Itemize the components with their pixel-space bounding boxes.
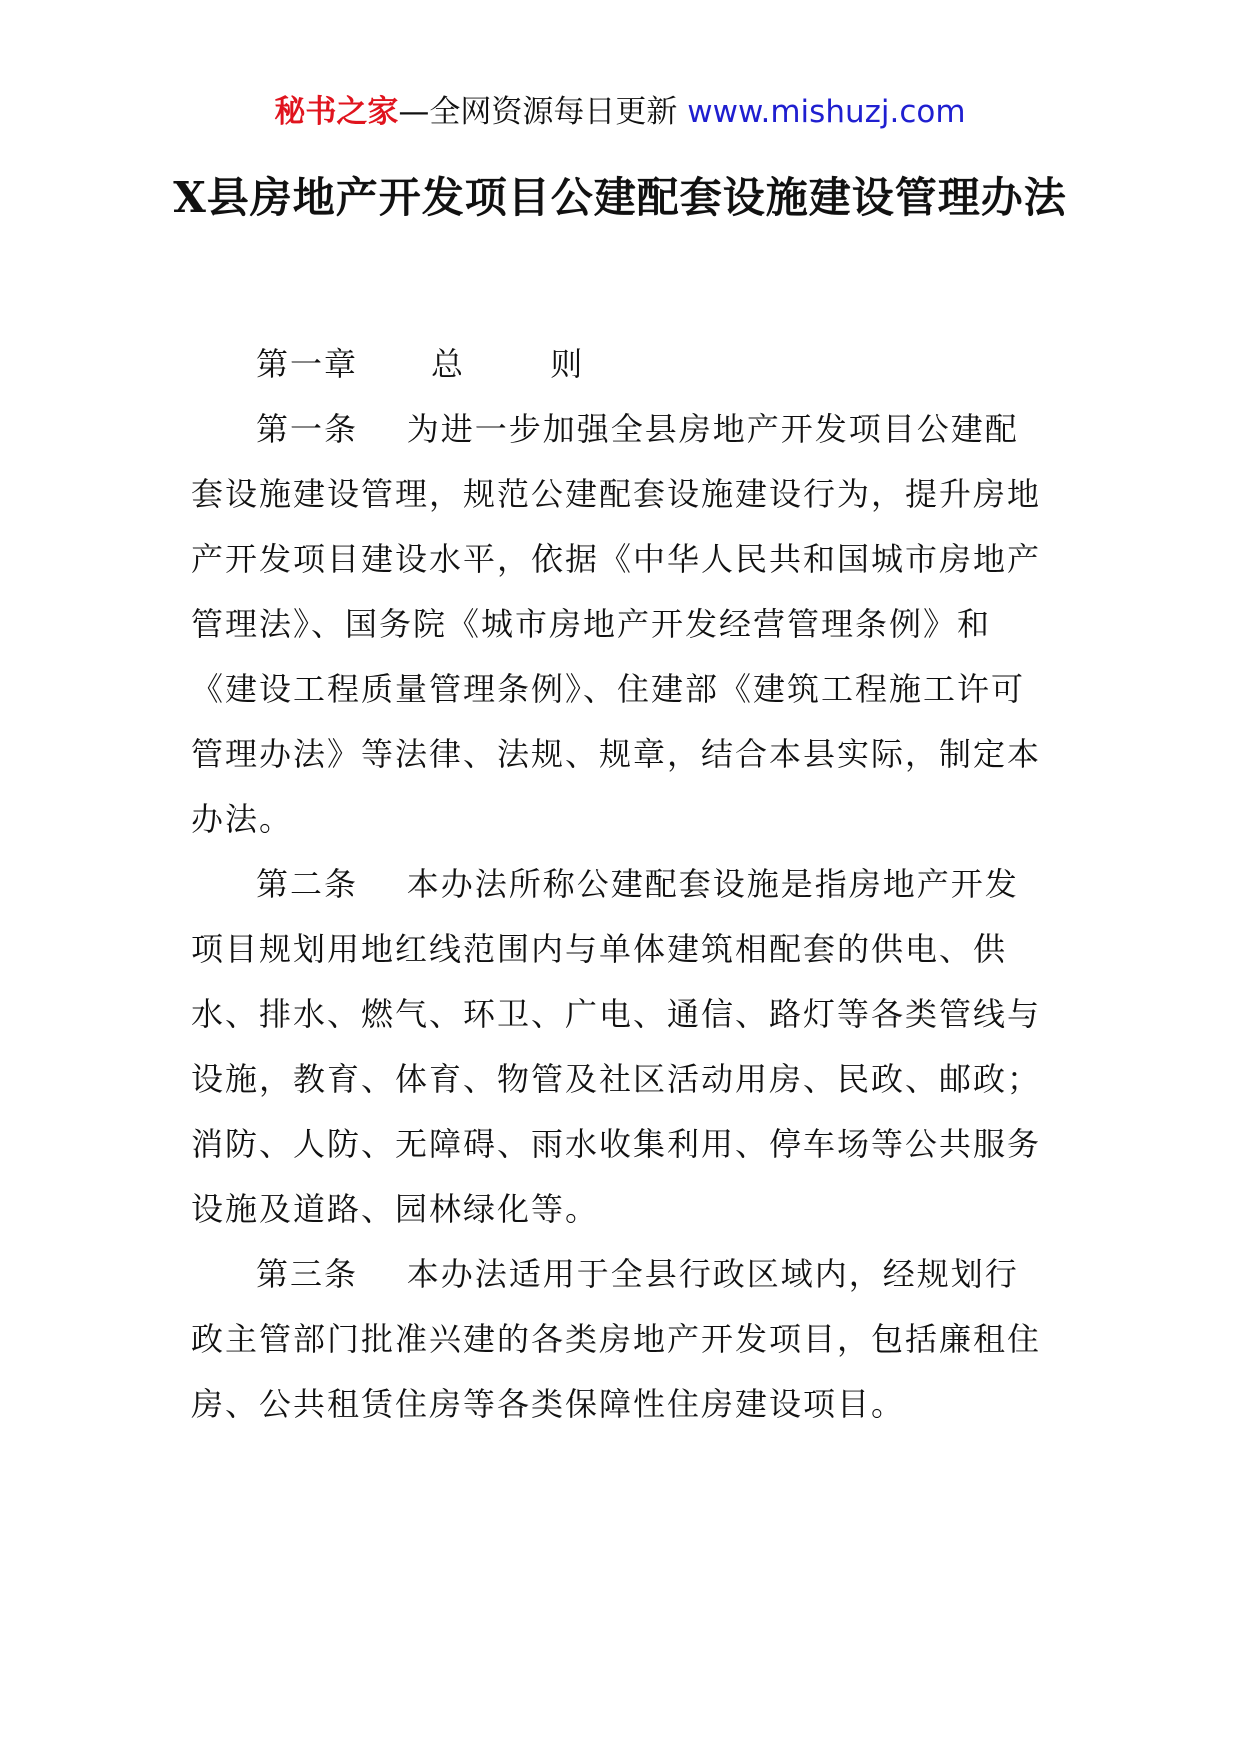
article-text: 本办法所称公建配套设施是指房地产开发项目规划用地红线范围内与单体建筑相配套的供电、供水、排水、燃气、环卫、广电、通信、路灯等各类管线与设施，教育、体育、物管及社区活动用房、民政、邮政；消防、人防、无障碍、雨水收集利用、停车场等公共服务设施及道路、园林绿化等。 xyxy=(191,865,1042,1228)
chapter-heading xyxy=(191,332,1051,397)
article-number: 第三条 xyxy=(256,1255,359,1293)
article-number: 第一条 xyxy=(256,410,359,448)
article-text: 为进一步加强全县房地产开发项目公建配套设施建设管理，规范公建配套设施建设行为，提升房地产开发项目建设水平，依据《中华人民共和国城市房地产管理法》、国务院《城市房地产开发经营管理条例》和《建设工程质量管理条例》、住建部《建筑工程施工许可管理办法》等法律、法规、规章，结合本县实际，制定本办法。 xyxy=(191,410,1042,838)
site-header xyxy=(0,92,1240,132)
chapter-title-char-2: 则 xyxy=(550,345,585,383)
site-url-link[interactable]: www.mishuzj.com xyxy=(687,94,966,130)
article-text: 本办法适用于全县行政区域内，经规划行政主管部门批准兴建的各类房地产开发项目，包括廉租住房、公共租赁住房等各类保障性住房建设项目。 xyxy=(191,1255,1042,1423)
article-2 xyxy=(191,852,1051,1242)
document-title: X县房地产开发项目公建配套设施建设管理办法 xyxy=(173,173,1067,222)
document-body xyxy=(191,332,1051,1437)
chapter-number: 第一章 xyxy=(256,345,359,383)
article-1 xyxy=(191,397,1051,852)
site-tagline: —全网资源每日更新 xyxy=(398,94,688,130)
article-number: 第二条 xyxy=(256,865,359,903)
chapter-title-char-1: 总 xyxy=(431,345,466,383)
site-brand: 秘书之家 xyxy=(274,94,399,130)
article-3 xyxy=(191,1242,1051,1437)
